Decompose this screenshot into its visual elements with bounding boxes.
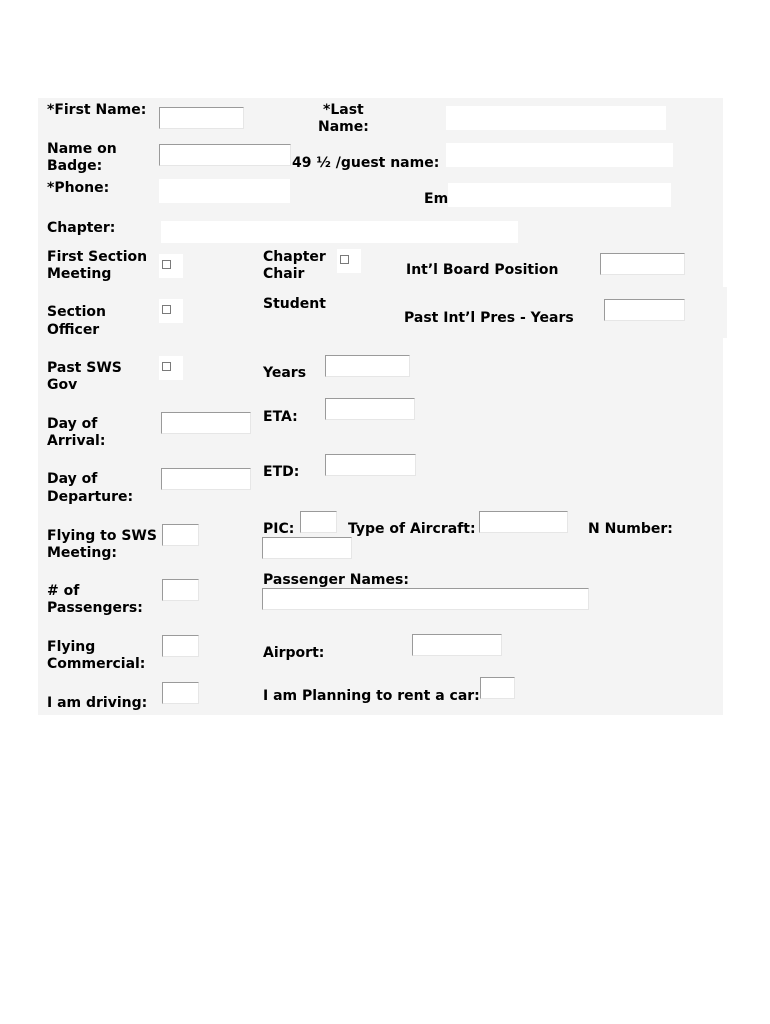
pic-label: PIC: (263, 521, 295, 537)
form-panel-edge (723, 287, 727, 338)
past-sws-checkbox-box[interactable] (162, 362, 171, 371)
passengers-label-line1: # of (47, 583, 80, 599)
last-name-input[interactable] (446, 106, 666, 130)
name-on-badge-input[interactable] (159, 144, 291, 166)
name-on-badge-label-line1: Name on (47, 141, 117, 157)
student-label: Student (263, 296, 326, 312)
driving-input[interactable] (162, 682, 199, 704)
past-sws-label-line1: Past SWS (47, 360, 122, 376)
first-section-label-line1: First Section (47, 249, 148, 265)
rent-car-label: I am Planning to rent a car: (263, 688, 480, 704)
flying-sws-input[interactable] (162, 524, 199, 546)
airport-label: Airport: (263, 645, 325, 661)
airport-input[interactable] (412, 634, 502, 656)
first-name-input[interactable] (159, 107, 244, 129)
pic-input[interactable] (300, 511, 337, 533)
eta-input[interactable] (325, 398, 415, 420)
past-intl-pres-input[interactable] (604, 299, 685, 321)
driving-label: I am driving: (47, 695, 148, 711)
flying-commercial-label-line2: Commercial: (47, 656, 146, 672)
rent-car-input[interactable] (480, 677, 515, 699)
email-label: Em (424, 191, 449, 207)
intl-board-input[interactable] (600, 253, 685, 275)
years-label: Years (263, 365, 307, 381)
etd-label: ETD: (263, 464, 300, 480)
phone-input[interactable] (159, 179, 290, 203)
past-sws-label-line2: Gov (47, 377, 78, 393)
section-officer-label-line1: Section (47, 304, 106, 320)
email-input[interactable] (448, 183, 671, 207)
departure-label-line1: Day of (47, 471, 98, 487)
guest-name-input[interactable] (446, 143, 673, 167)
arrival-label-line2: Arrival: (47, 433, 106, 449)
past-sws-checkbox[interactable] (159, 356, 183, 380)
arrival-input[interactable] (161, 412, 251, 434)
section-officer-checkbox-box[interactable] (162, 305, 171, 314)
chapter-chair-checkbox[interactable] (337, 249, 361, 273)
aircraft-input[interactable] (479, 511, 568, 533)
chapter-input[interactable] (161, 221, 518, 243)
flying-sws-label-line2: Meeting: (47, 545, 117, 561)
guest-name-label: 49 ½ /guest name: (292, 155, 440, 171)
first-section-checkbox-box[interactable] (162, 260, 171, 269)
first-section-checkbox[interactable] (159, 254, 183, 278)
flying-commercial-label-line1: Flying (47, 639, 96, 655)
last-name-label-line2: Name: (318, 119, 369, 135)
passengers-input[interactable] (162, 579, 199, 601)
n-number-label: N Number: (588, 521, 673, 537)
phone-label: *Phone: (47, 180, 110, 196)
eta-label: ETA: (263, 409, 298, 425)
chapter-chair-label-line2: Chair (263, 266, 305, 282)
chapter-label: Chapter: (47, 220, 116, 236)
section-officer-label-line2: Officer (47, 322, 100, 338)
passenger-names-label: Passenger Names: (263, 572, 409, 588)
passengers-label-line2: Passengers: (47, 600, 143, 616)
first-name-label: *First Name: (47, 102, 147, 118)
intl-board-label: Int’l Board Position (406, 262, 559, 278)
last-name-label-line1: *Last (323, 102, 364, 118)
years-input[interactable] (325, 355, 410, 377)
chapter-chair-checkbox-box[interactable] (340, 255, 349, 264)
flying-sws-label-line1: Flying to SWS (47, 528, 157, 544)
arrival-label-line1: Day of (47, 416, 98, 432)
aircraft-label: Type of Aircraft: (348, 521, 476, 537)
departure-input[interactable] (161, 468, 251, 490)
past-intl-pres-label: Past Int’l Pres - Years (404, 310, 574, 326)
first-section-label-line2: Meeting (47, 266, 112, 282)
passenger-names-input[interactable] (262, 588, 589, 610)
flying-commercial-input[interactable] (162, 635, 199, 657)
etd-input[interactable] (325, 454, 416, 476)
chapter-chair-label-line1: Chapter (263, 249, 326, 265)
name-on-badge-label-line2: Badge: (47, 158, 103, 174)
departure-label-line2: Departure: (47, 489, 134, 505)
n-number-input[interactable] (262, 537, 352, 559)
section-officer-checkbox[interactable] (159, 299, 183, 323)
